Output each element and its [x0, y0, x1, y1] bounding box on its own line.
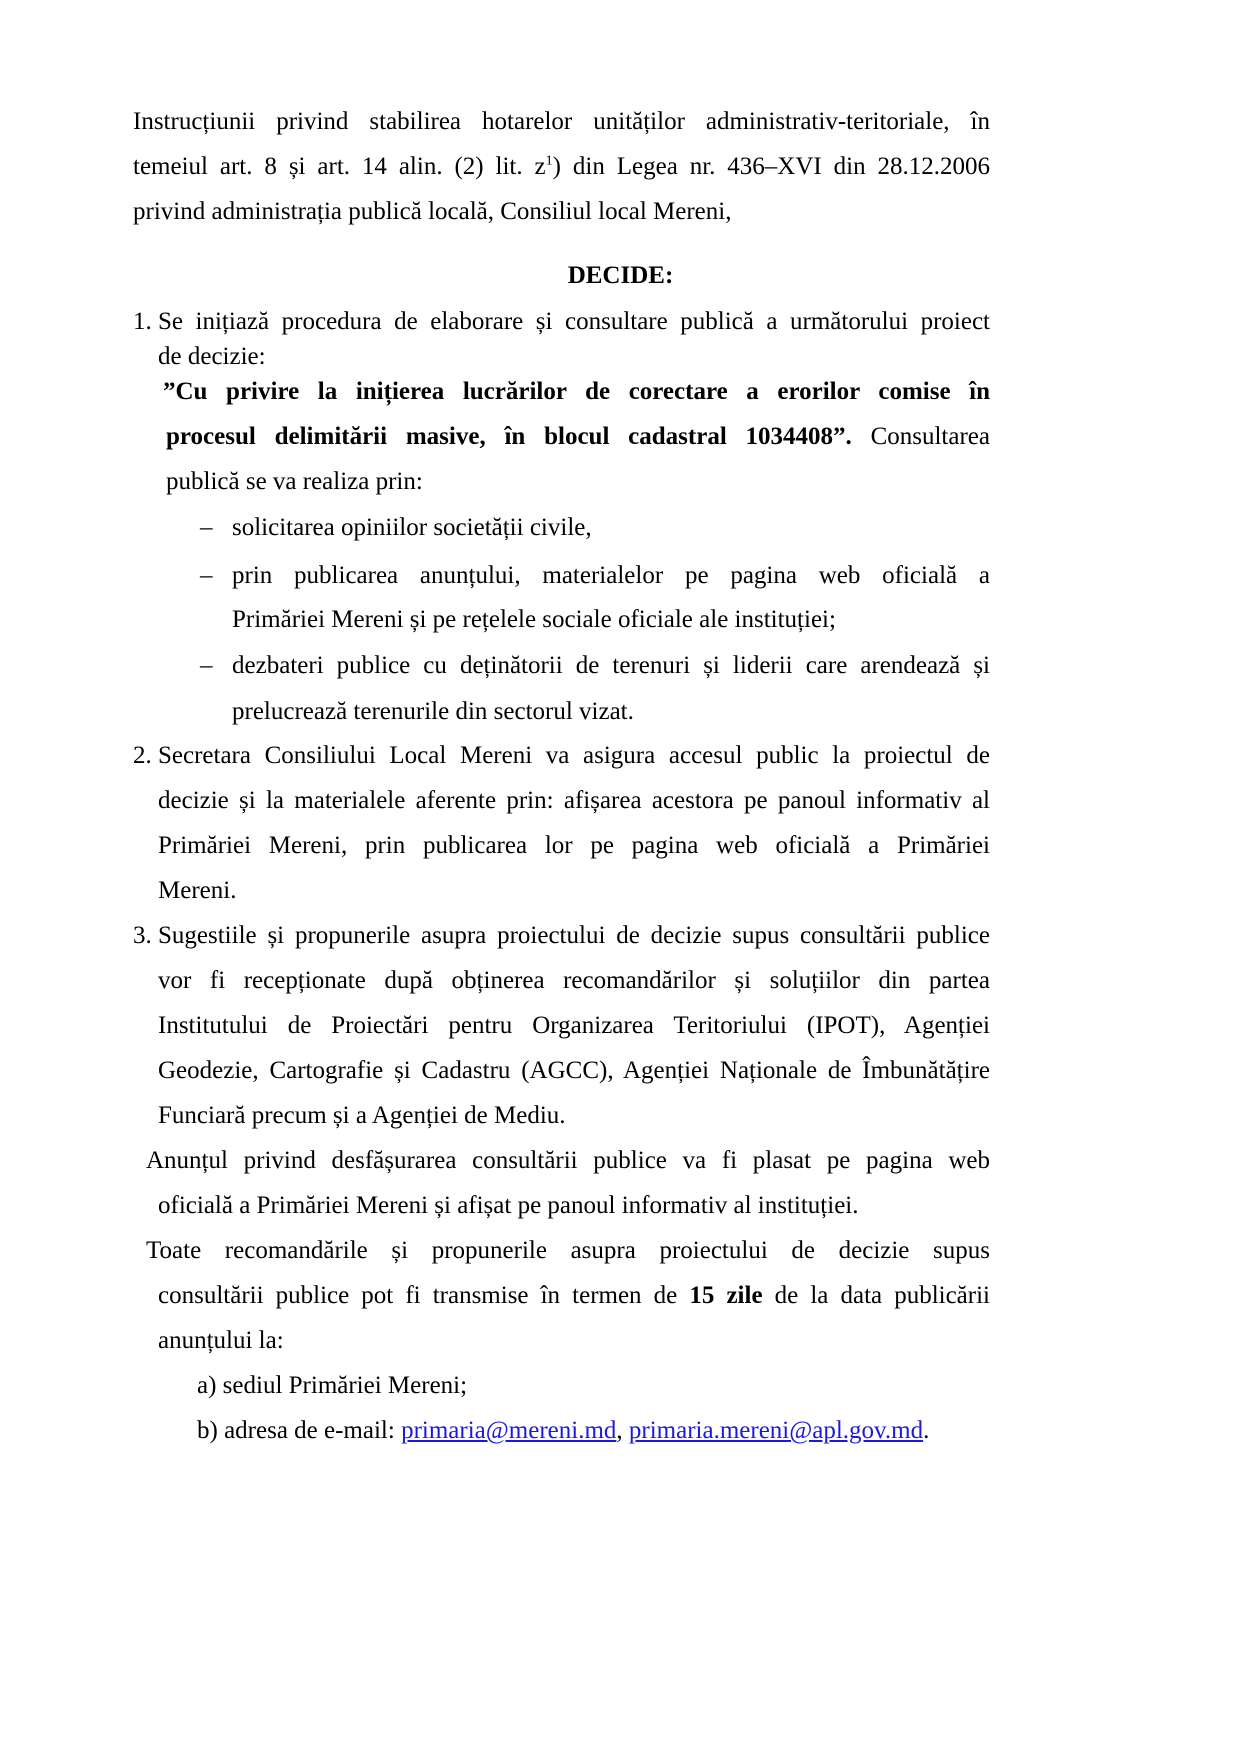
- item-2-line-3: Primăriei Mereni, prin publicarea lor pe pagina web oficială a Primăriei: [158, 832, 990, 859]
- dash-bullet-icon: –: [200, 652, 213, 679]
- bullet-1-line-1: solicitarea opiniilor societății civile,: [232, 514, 592, 541]
- recommendations-line-3: anunțului la:: [158, 1327, 284, 1354]
- intro-line-2-post: ) din Legea nr. 436–XVI din 28.12.2006: [552, 153, 990, 180]
- item-2-line-2: decizie și la materialele aferente prin: afișarea acestora pe panoul informativ al: [158, 787, 990, 814]
- email-link-2[interactable]: primaria.mereni@apl.gov.md: [628, 1417, 924, 1444]
- bullet-2-line-2: Primăriei Mereni și pe rețelele sociale oficiale ale instituției;: [232, 606, 836, 633]
- intro-line-1: Instrucțiunii privind stabilirea hotarelor unităților administrativ-teritoriale, în: [133, 108, 990, 135]
- item-1-title-line-2: [166, 422, 990, 452]
- recommendations-line-1: Toate recomandările și propunerile asupra proiectului de decizie supus: [146, 1237, 990, 1264]
- item-3-line-3: Institutului de Proiectări pentru Organizarea Teritoriului (IPOT), Agenției: [158, 1012, 990, 1039]
- superscript: 1: [545, 153, 553, 169]
- bullet-3-line-2: prelucrează terenurile din sectorul vizat.: [232, 698, 634, 725]
- contact-b: [197, 1416, 929, 1446]
- item-3-line-5: Funciară precum și a Agenției de Mediu.: [158, 1102, 566, 1129]
- recommendations-line-2-post: de la data publicării: [762, 1282, 990, 1309]
- intro-line-3: privind administrația publică locală, Consiliul local Mereni,: [133, 198, 732, 225]
- item-3-line-1: Sugestiile și propunerile asupra proiectului de decizie supus consultării publice: [158, 922, 990, 949]
- item-2-number: 2.: [133, 742, 152, 769]
- email-separator: ,: [616, 1417, 629, 1444]
- item-1-line-1: Se inițiază procedura de elaborare și consultare publică a următorului proiect: [158, 308, 990, 335]
- item-3-line-2: vor fi recepționate după obținerea recomandărilor și soluțiilor din partea: [158, 967, 990, 994]
- intro-line-2: [133, 152, 990, 182]
- item-1-line-2: de decizie:: [158, 343, 266, 370]
- item-1-line-after: publică se va realiza prin:: [166, 468, 423, 495]
- item-3-number: 3.: [133, 922, 152, 949]
- item-1-title-line-1: ”Cu privire la inițierea lucrărilor de corectare a erorilor comise în: [163, 378, 990, 405]
- project-title-bold: procesul delimitării masive, în blocul cadastral 1034408”.: [166, 423, 852, 450]
- dash-bullet-icon: –: [200, 562, 213, 589]
- item-1-title-rest: Consultarea: [851, 423, 990, 450]
- item-3-line-4: Geodezie, Cartografie și Cadastru (AGCC), Agenției Naționale de Îmbunătățire: [158, 1057, 990, 1084]
- announcement-line-2: oficială a Primăriei Mereni și afișat pe panoul informativ al instituției.: [158, 1192, 859, 1219]
- item-2-line-1: Secretara Consiliului Local Mereni va asigura accesul public la proiectul de: [158, 742, 990, 769]
- decide-heading: DECIDE:: [567, 262, 674, 289]
- bullet-2-line-1: prin publicarea anunțului, materialelor pe pagina web oficială a: [232, 562, 990, 589]
- dash-bullet-icon: –: [200, 514, 213, 541]
- contact-a: a) sediul Primăriei Mereni;: [197, 1372, 468, 1399]
- deadline-bold: 15 zile: [689, 1282, 763, 1309]
- item-2-line-4: Mereni.: [158, 877, 237, 904]
- bullet-3-line-1: dezbateri publice cu deținătorii de terenuri și liderii care arendează și: [232, 652, 990, 679]
- recommendations-line-2: [158, 1281, 990, 1311]
- email-end: .: [923, 1417, 930, 1444]
- recommendations-line-2-pre: consultării publice pot fi transmise în termen de: [158, 1282, 690, 1309]
- email-label: b) adresa de e-mail:: [197, 1417, 402, 1444]
- email-link-1[interactable]: primaria@mereni.md: [401, 1417, 617, 1444]
- intro-line-2-pre: temeiul art. 8 și art. 14 alin. (2) lit. z: [133, 153, 546, 180]
- item-1-number: 1.: [133, 308, 152, 335]
- announcement-line-1: Anunțul privind desfășurarea consultării publice va fi plasat pe pagina web: [146, 1147, 990, 1174]
